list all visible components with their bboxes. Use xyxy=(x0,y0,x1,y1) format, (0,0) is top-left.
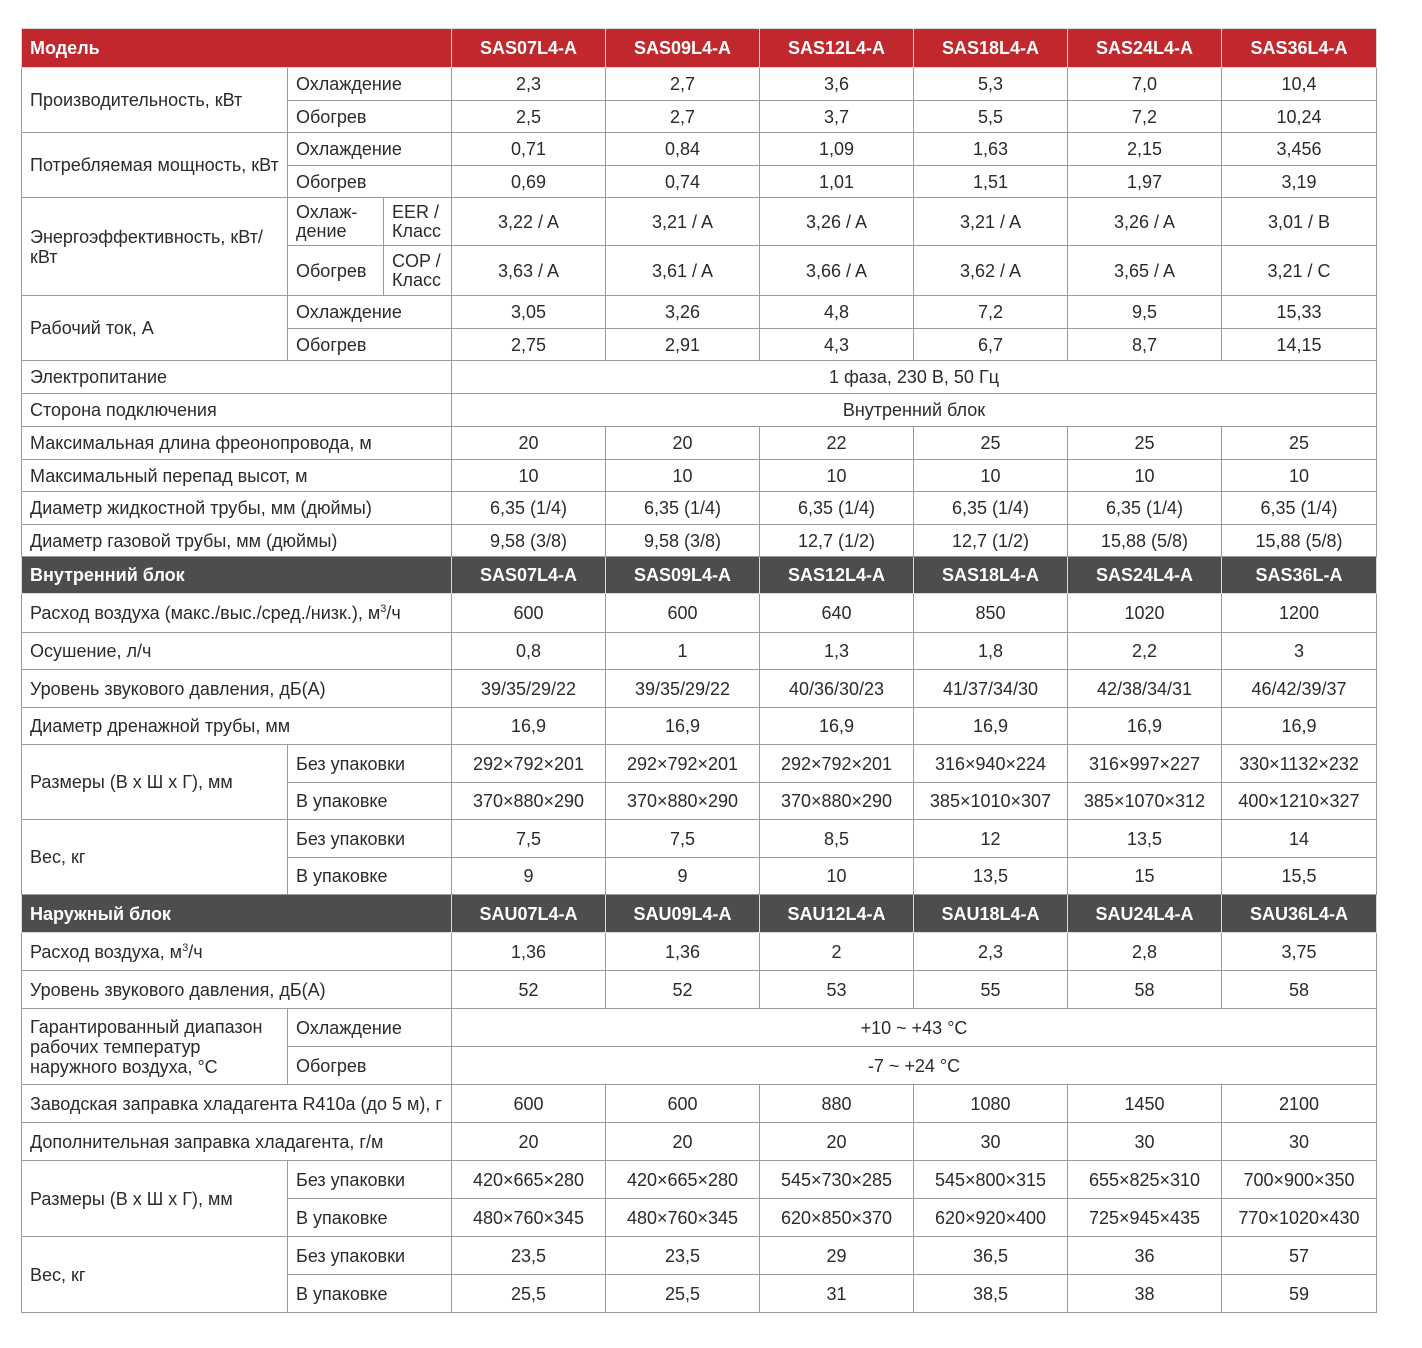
sub-label: Обогрев xyxy=(288,166,452,198)
outdoor_weight-label: Вес, кг xyxy=(22,1237,288,1313)
dehumid-label: Осушение, л/ч xyxy=(22,633,452,670)
value-cell: 10 xyxy=(606,460,760,492)
value-cell: 6,35 (1/4) xyxy=(1068,492,1222,525)
sub-label: COP / Класс xyxy=(384,246,452,296)
value-cell: 16,9 xyxy=(606,708,760,745)
unit-superscript: 3 xyxy=(182,941,189,954)
value-cell: 52 xyxy=(606,971,760,1009)
value-cell: 6,35 (1/4) xyxy=(606,492,760,525)
value-cell: 545×730×285 xyxy=(760,1161,914,1199)
value-cell: 420×665×280 xyxy=(606,1161,760,1199)
header_outdoor-row xyxy=(22,895,1377,933)
model-name-cell: SAS18L4-A xyxy=(914,29,1068,68)
value-cell: 15,33 xyxy=(1222,296,1377,329)
value-cell: 3,456 xyxy=(1222,133,1377,166)
value-cell: 370×880×290 xyxy=(760,783,914,820)
sub-label: Без упаковки xyxy=(288,820,452,858)
label-text: /ч xyxy=(386,603,401,623)
indoor_airflow-label xyxy=(22,594,452,633)
model-name-cell: SAS36L-A xyxy=(1222,557,1377,594)
value-cell: 20 xyxy=(452,1123,606,1161)
model-name-cell: SAS24L4-A xyxy=(1068,29,1222,68)
value-cell: 13,5 xyxy=(1068,820,1222,858)
value-cell: 30 xyxy=(1068,1123,1222,1161)
header_main-title: Модель xyxy=(22,29,452,68)
value-cell: 3,62 / A xyxy=(914,246,1068,296)
outdoor_noise-row xyxy=(22,971,1377,1009)
value-cell: 41/37/34/30 xyxy=(914,670,1068,708)
model-name-cell: SAS07L4-A xyxy=(452,29,606,68)
value-cell: 58 xyxy=(1068,971,1222,1009)
sub-label: Охлаждение xyxy=(288,296,452,329)
value-cell: 3,61 / A xyxy=(606,246,760,296)
model-name-cell: SAS12L4-A xyxy=(760,29,914,68)
value-cell: 420×665×280 xyxy=(452,1161,606,1199)
spec-table-body xyxy=(22,29,1377,1313)
drain_pipe-label: Диаметр дренажной трубы, мм xyxy=(22,708,452,745)
value-cell: 7,2 xyxy=(1068,101,1222,133)
value-cell: 7,5 xyxy=(452,820,606,858)
indoor_dims-row xyxy=(22,745,1377,783)
temp-range-value: -7 ~ +24 °C xyxy=(452,1047,1377,1085)
value-cell: 25 xyxy=(914,427,1068,460)
value-cell: 2100 xyxy=(1222,1085,1377,1123)
value-cell: 14,15 xyxy=(1222,329,1377,361)
value-cell: 53 xyxy=(760,971,914,1009)
value-cell: 16,9 xyxy=(914,708,1068,745)
value-cell: 6,35 (1/4) xyxy=(1222,492,1377,525)
value-cell: 58 xyxy=(1222,971,1377,1009)
value-cell: 2,2 xyxy=(1068,633,1222,670)
value-cell: 0,71 xyxy=(452,133,606,166)
model-name-cell: SAS09L4-A xyxy=(606,29,760,68)
value-cell: 3,26 / A xyxy=(1068,198,1222,246)
indoor_noise-row xyxy=(22,670,1377,708)
value-cell: 1,09 xyxy=(760,133,914,166)
capacity-label: Производительность, кВт xyxy=(22,68,288,133)
value-cell: 20 xyxy=(606,427,760,460)
value-cell: 14 xyxy=(1222,820,1377,858)
value-cell: 385×1070×312 xyxy=(1068,783,1222,820)
label-text: /ч xyxy=(188,941,203,962)
value-cell: 10 xyxy=(1068,460,1222,492)
temp-range-row xyxy=(22,1009,1377,1047)
label-text: Расход воздуха, м xyxy=(30,941,183,962)
power_supply-row xyxy=(22,361,1377,394)
value-cell: 1,36 xyxy=(452,933,606,971)
value-cell: 6,35 (1/4) xyxy=(914,492,1068,525)
value-cell: 39/35/29/22 xyxy=(452,670,606,708)
value-cell: 20 xyxy=(452,427,606,460)
indoor_weight-label: Вес, кг xyxy=(22,820,288,895)
outdoor_weight-row xyxy=(22,1237,1377,1275)
value-cell: 16,9 xyxy=(452,708,606,745)
value-cell: 8,7 xyxy=(1068,329,1222,361)
value-cell: 16,9 xyxy=(1068,708,1222,745)
value-cell: 3 xyxy=(1222,633,1377,670)
sub-label: Охлаждение xyxy=(288,68,452,101)
liquid_pipe-label: Диаметр жидкостной трубы, мм (дюймы) xyxy=(22,492,452,525)
max_height_diff-label: Максимальный перепад высот, м xyxy=(22,460,452,492)
value-cell: 0,8 xyxy=(452,633,606,670)
value-cell: 620×920×400 xyxy=(914,1199,1068,1237)
value-cell: 480×760×345 xyxy=(452,1199,606,1237)
power-row xyxy=(22,133,1377,166)
value-cell: 3,26 / A xyxy=(760,198,914,246)
value-cell: 0,69 xyxy=(452,166,606,198)
indoor_weight-row xyxy=(22,820,1377,858)
value-cell: 13,5 xyxy=(914,858,1068,895)
indoor_dims-label: Размеры (В х Ш х Г), мм xyxy=(22,745,288,820)
max_height_diff-row xyxy=(22,460,1377,492)
value-cell: 600 xyxy=(606,594,760,633)
value-cell: 10 xyxy=(760,858,914,895)
value-cell: 20 xyxy=(606,1123,760,1161)
value-cell: 1,01 xyxy=(760,166,914,198)
value-cell: 12 xyxy=(914,820,1068,858)
value-cell: 31 xyxy=(760,1275,914,1313)
value-cell: 1020 xyxy=(1068,594,1222,633)
value-cell: 600 xyxy=(606,1085,760,1123)
value-cell: 39/35/29/22 xyxy=(606,670,760,708)
value-cell: 3,26 xyxy=(606,296,760,329)
label-text: Расход воздуха (макс./выс./сред./низк.), м xyxy=(30,603,381,623)
value-cell: 1080 xyxy=(914,1085,1068,1123)
value-cell: 36 xyxy=(1068,1237,1222,1275)
value-cell: 1,97 xyxy=(1068,166,1222,198)
model-name-cell: SAS18L4-A xyxy=(914,557,1068,594)
value-cell: 850 xyxy=(914,594,1068,633)
value-cell: 8,5 xyxy=(760,820,914,858)
current-row xyxy=(22,296,1377,329)
value-cell: 600 xyxy=(452,594,606,633)
sub-label: Обогрев xyxy=(288,246,384,296)
value-cell: 10,4 xyxy=(1222,68,1377,101)
value-cell: 1 xyxy=(606,633,760,670)
connection_side-label: Сторона подключения xyxy=(22,394,452,427)
value-cell: 2,7 xyxy=(606,101,760,133)
value-cell: 22 xyxy=(760,427,914,460)
value-cell: 42/38/34/31 xyxy=(1068,670,1222,708)
model-name-cell: SAU07L4-A xyxy=(452,895,606,933)
value-cell: 292×792×201 xyxy=(452,745,606,783)
factory_charge-row xyxy=(22,1085,1377,1123)
sub-label: В упаковке xyxy=(288,1275,452,1313)
value-cell: 57 xyxy=(1222,1237,1377,1275)
extra_charge-label: Дополнительная заправка хладагента, г/м xyxy=(22,1123,452,1161)
value-cell: 330×1132×232 xyxy=(1222,745,1377,783)
capacity-row xyxy=(22,68,1377,101)
value-cell: 370×880×290 xyxy=(452,783,606,820)
value-cell: 3,21 / C xyxy=(1222,246,1377,296)
value-cell: 12,7 (1/2) xyxy=(760,525,914,557)
temp-range-label: Гарантированный диапазон рабочих температур наружного воздуха, °С xyxy=(22,1009,288,1085)
outdoor_noise-label: Уровень звукового давления, дБ(А) xyxy=(22,971,452,1009)
value-cell: 3,19 xyxy=(1222,166,1377,198)
value-cell: 770×1020×430 xyxy=(1222,1199,1377,1237)
max_pipe_length-row xyxy=(22,427,1377,460)
sub-label: Без упаковки xyxy=(288,1161,452,1199)
sub-label: EER / Класс xyxy=(384,198,452,246)
efficiency-label: Энергоэффективность, кВт/кВт xyxy=(22,198,288,296)
value-cell: 400×1210×327 xyxy=(1222,783,1377,820)
value-cell: 16,9 xyxy=(760,708,914,745)
value-cell: 2,91 xyxy=(606,329,760,361)
power_supply-value: 1 фаза, 230 В, 50 Гц xyxy=(452,361,1377,394)
model-name-cell: SAU24L4-A xyxy=(1068,895,1222,933)
value-cell: 9,58 (3/8) xyxy=(452,525,606,557)
value-cell: 2,5 xyxy=(452,101,606,133)
value-cell: 370×880×290 xyxy=(606,783,760,820)
value-cell: 545×800×315 xyxy=(914,1161,1068,1199)
model-name-cell: SAS36L4-A xyxy=(1222,29,1377,68)
outdoor_airflow-label xyxy=(22,933,452,971)
sub-label: Охлаж-дение xyxy=(288,198,384,246)
value-cell: 5,3 xyxy=(914,68,1068,101)
value-cell: 40/36/30/23 xyxy=(760,670,914,708)
model-name-cell: SAS07L4-A xyxy=(452,557,606,594)
value-cell: 3,63 / A xyxy=(452,246,606,296)
value-cell: 36,5 xyxy=(914,1237,1068,1275)
value-cell: 30 xyxy=(914,1123,1068,1161)
model-name-cell: SAU12L4-A xyxy=(760,895,914,933)
drain_pipe-row xyxy=(22,708,1377,745)
value-cell: 10 xyxy=(760,460,914,492)
value-cell: 3,21 / A xyxy=(914,198,1068,246)
outdoor_dims-label: Размеры (В х Ш х Г), мм xyxy=(22,1161,288,1237)
value-cell: 2,3 xyxy=(914,933,1068,971)
value-cell: 2,15 xyxy=(1068,133,1222,166)
value-cell: 2 xyxy=(760,933,914,971)
value-cell: 7,5 xyxy=(606,820,760,858)
connection_side-value: Внутренний блок xyxy=(452,394,1377,427)
value-cell: 59 xyxy=(1222,1275,1377,1313)
gas_pipe-label: Диаметр газовой трубы, мм (дюймы) xyxy=(22,525,452,557)
value-cell: 3,66 / A xyxy=(760,246,914,296)
model-name-cell: SAU18L4-A xyxy=(914,895,1068,933)
value-cell: 2,3 xyxy=(452,68,606,101)
value-cell: 9,58 (3/8) xyxy=(606,525,760,557)
value-cell: 9,5 xyxy=(1068,296,1222,329)
value-cell: 23,5 xyxy=(452,1237,606,1275)
dehumid-row xyxy=(22,633,1377,670)
value-cell: 10 xyxy=(452,460,606,492)
sub-label: Обогрев xyxy=(288,329,452,361)
value-cell: 38,5 xyxy=(914,1275,1068,1313)
sub-label: В упаковке xyxy=(288,1199,452,1237)
value-cell: 480×760×345 xyxy=(606,1199,760,1237)
value-cell: 2,75 xyxy=(452,329,606,361)
value-cell: 1,3 xyxy=(760,633,914,670)
value-cell: 15 xyxy=(1068,858,1222,895)
value-cell: 725×945×435 xyxy=(1068,1199,1222,1237)
value-cell: 3,21 / A xyxy=(606,198,760,246)
value-cell: 3,7 xyxy=(760,101,914,133)
temp-range-value: +10 ~ +43 °C xyxy=(452,1009,1377,1047)
value-cell: 15,5 xyxy=(1222,858,1377,895)
value-cell: 316×940×224 xyxy=(914,745,1068,783)
value-cell: 0,84 xyxy=(606,133,760,166)
max_pipe_length-label: Максимальная длина фреонопровода, м xyxy=(22,427,452,460)
model-name-cell: SAS24L4-A xyxy=(1068,557,1222,594)
value-cell: 2,7 xyxy=(606,68,760,101)
value-cell: 1200 xyxy=(1222,594,1377,633)
value-cell: 15,88 (5/8) xyxy=(1222,525,1377,557)
value-cell: 46/42/39/37 xyxy=(1222,670,1377,708)
value-cell: 3,65 / A xyxy=(1068,246,1222,296)
liquid_pipe-row xyxy=(22,492,1377,525)
sub-label: Обогрев xyxy=(288,101,452,133)
sub-label: В упаковке xyxy=(288,858,452,895)
value-cell: 52 xyxy=(452,971,606,1009)
value-cell: 30 xyxy=(1222,1123,1377,1161)
value-cell: 9 xyxy=(606,858,760,895)
value-cell: 15,88 (5/8) xyxy=(1068,525,1222,557)
value-cell: 25 xyxy=(1222,427,1377,460)
model-name-cell: SAS12L4-A xyxy=(760,557,914,594)
value-cell: 38 xyxy=(1068,1275,1222,1313)
model-name-cell: SAU36L4-A xyxy=(1222,895,1377,933)
value-cell: 1,36 xyxy=(606,933,760,971)
value-cell: 10 xyxy=(1222,460,1377,492)
value-cell: 3,6 xyxy=(760,68,914,101)
value-cell: 12,7 (1/2) xyxy=(914,525,1068,557)
sub-label: Обогрев xyxy=(288,1047,452,1085)
value-cell: 7,2 xyxy=(914,296,1068,329)
value-cell: 0,74 xyxy=(606,166,760,198)
value-cell: 292×792×201 xyxy=(760,745,914,783)
current-label: Рабочий ток, А xyxy=(22,296,288,361)
gas_pipe-row xyxy=(22,525,1377,557)
value-cell: 316×997×227 xyxy=(1068,745,1222,783)
model-name-cell: SAS09L4-A xyxy=(606,557,760,594)
value-cell: 9 xyxy=(452,858,606,895)
value-cell: 3,01 / B xyxy=(1222,198,1377,246)
value-cell: 1,51 xyxy=(914,166,1068,198)
value-cell: 620×850×370 xyxy=(760,1199,914,1237)
value-cell: 880 xyxy=(760,1085,914,1123)
factory_charge-label: Заводская заправка хладагента R410a (до 5 м), г xyxy=(22,1085,452,1123)
outdoor_dims-row xyxy=(22,1161,1377,1199)
value-cell: 4,3 xyxy=(760,329,914,361)
value-cell: 5,5 xyxy=(914,101,1068,133)
value-cell: 292×792×201 xyxy=(606,745,760,783)
sub-label: В упаковке xyxy=(288,783,452,820)
indoor_airflow-row xyxy=(22,594,1377,633)
sub-label: Без упаковки xyxy=(288,745,452,783)
header_main-row xyxy=(22,29,1377,68)
sub-label: Охлаждение xyxy=(288,133,452,166)
power_supply-label: Электропитание xyxy=(22,361,452,394)
value-cell: 600 xyxy=(452,1085,606,1123)
value-cell: 2,8 xyxy=(1068,933,1222,971)
extra_charge-row xyxy=(22,1123,1377,1161)
value-cell: 6,35 (1/4) xyxy=(760,492,914,525)
value-cell: 20 xyxy=(760,1123,914,1161)
value-cell: 1450 xyxy=(1068,1085,1222,1123)
value-cell: 385×1010×307 xyxy=(914,783,1068,820)
value-cell: 3,75 xyxy=(1222,933,1377,971)
value-cell: 3,22 / A xyxy=(452,198,606,246)
sub-label: Охлаждение xyxy=(288,1009,452,1047)
value-cell: 10,24 xyxy=(1222,101,1377,133)
efficiency-row xyxy=(22,198,1377,246)
sub-label: Без упаковки xyxy=(288,1237,452,1275)
value-cell: 1,8 xyxy=(914,633,1068,670)
value-cell: 3,05 xyxy=(452,296,606,329)
value-cell: 25 xyxy=(1068,427,1222,460)
model-name-cell: SAU09L4-A xyxy=(606,895,760,933)
connection_side-row xyxy=(22,394,1377,427)
value-cell: 55 xyxy=(914,971,1068,1009)
unit-superscript: 3 xyxy=(380,603,387,615)
value-cell: 7,0 xyxy=(1068,68,1222,101)
value-cell: 25,5 xyxy=(606,1275,760,1313)
power-label: Потребляемая мощность, кВт xyxy=(22,133,288,198)
value-cell: 655×825×310 xyxy=(1068,1161,1222,1199)
header_indoor-title: Внутренний блок xyxy=(22,557,452,594)
header_indoor-row xyxy=(22,557,1377,594)
value-cell: 25,5 xyxy=(452,1275,606,1313)
value-cell: 640 xyxy=(760,594,914,633)
value-cell: 29 xyxy=(760,1237,914,1275)
value-cell: 6,7 xyxy=(914,329,1068,361)
value-cell: 6,35 (1/4) xyxy=(452,492,606,525)
value-cell: 1,63 xyxy=(914,133,1068,166)
value-cell: 23,5 xyxy=(606,1237,760,1275)
value-cell: 16,9 xyxy=(1222,708,1377,745)
spec-table xyxy=(21,28,1377,1313)
indoor_noise-label: Уровень звукового давления, дБ(А) xyxy=(22,670,452,708)
header_outdoor-title: Наружный блок xyxy=(22,895,452,933)
outdoor_airflow-row xyxy=(22,933,1377,971)
value-cell: 4,8 xyxy=(760,296,914,329)
value-cell: 700×900×350 xyxy=(1222,1161,1377,1199)
value-cell: 10 xyxy=(914,460,1068,492)
